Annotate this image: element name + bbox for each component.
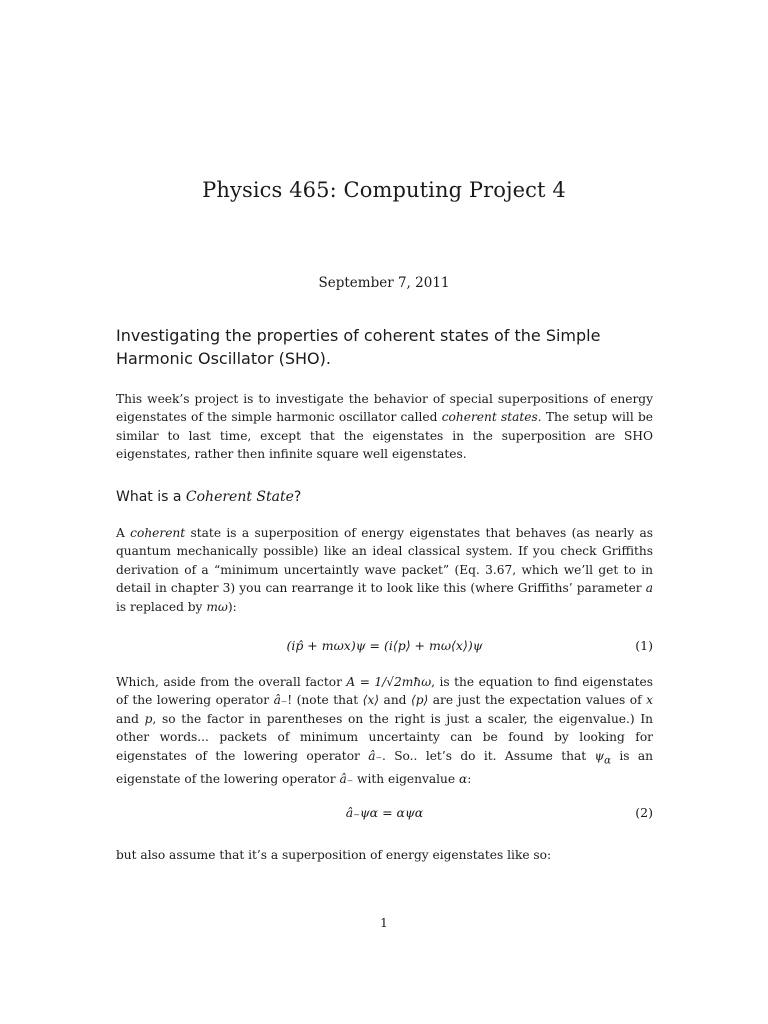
equation-2-math: â₋ψα = αψα [345, 805, 424, 820]
equation-1 [116, 638, 653, 656]
equation-1-math: (ip̂ + mωx)ψ = (i⟨p⟩ + mω⟨x⟩)ψ [286, 638, 483, 653]
equation-2-number: (2) [635, 805, 653, 820]
coherent-state-paragraph: A coherent state is a superposition of energy eigenstates that behaves (as nearly as quantum mechanically possible) like an ideal classical system. If you check Griffiths derivation of a “minimum uncertaintly wave packet” (Eq. 3.67, which we’ll get to in detail in chapter 3) you can rearrange it to look like this (where Griffiths’ parameter a is replaced by mω): [116, 526, 653, 614]
intro-paragraph: This week’s project is to investigate the behavior of special superpositions of energy eigenstates of the simple harmonic oscillator called coherent states. The setup will be similar to last time, except that the eigenstates in the superposition are SHO eigenstates, rather then infinite square well eigenstates. [116, 392, 653, 462]
document-title: Physics 465: Computing Project 4 [202, 178, 566, 202]
lowering-operator-paragraph: Which, aside from the overall factor A = 1/√2mħω, is the equation to find eigenstates of the lowering operator â₋! (note that ⟨x⟩ and ⟨p⟩ are just the expectation values of x and p, so the factor in parentheses on the right is just a scaler, the eigenvalue.) In other words... packets of minimum uncertainty can be found by looking for eigenstates of the lowering operator â₋. So.. let’s do it. Assume that $\psi_\alpha$ is an eigenstate of the lowering operator â₋ with eigenvalue α: [116, 675, 653, 787]
superposition-paragraph: but also assume that it’s a superposition of energy eigenstates like so: [116, 848, 552, 862]
emphasis: coherent states. [441, 410, 542, 425]
equation-2 [116, 805, 653, 823]
section-heading: Investigating the properties of coherent states of the Simple Harmonic Oscillator (SHO). [116, 326, 601, 368]
page-number: 1 [380, 916, 388, 930]
document-date: September 7, 2011 [318, 275, 450, 291]
equation-1-number: (1) [635, 638, 653, 653]
subsection-heading: What is a Coherent State? [116, 489, 302, 505]
